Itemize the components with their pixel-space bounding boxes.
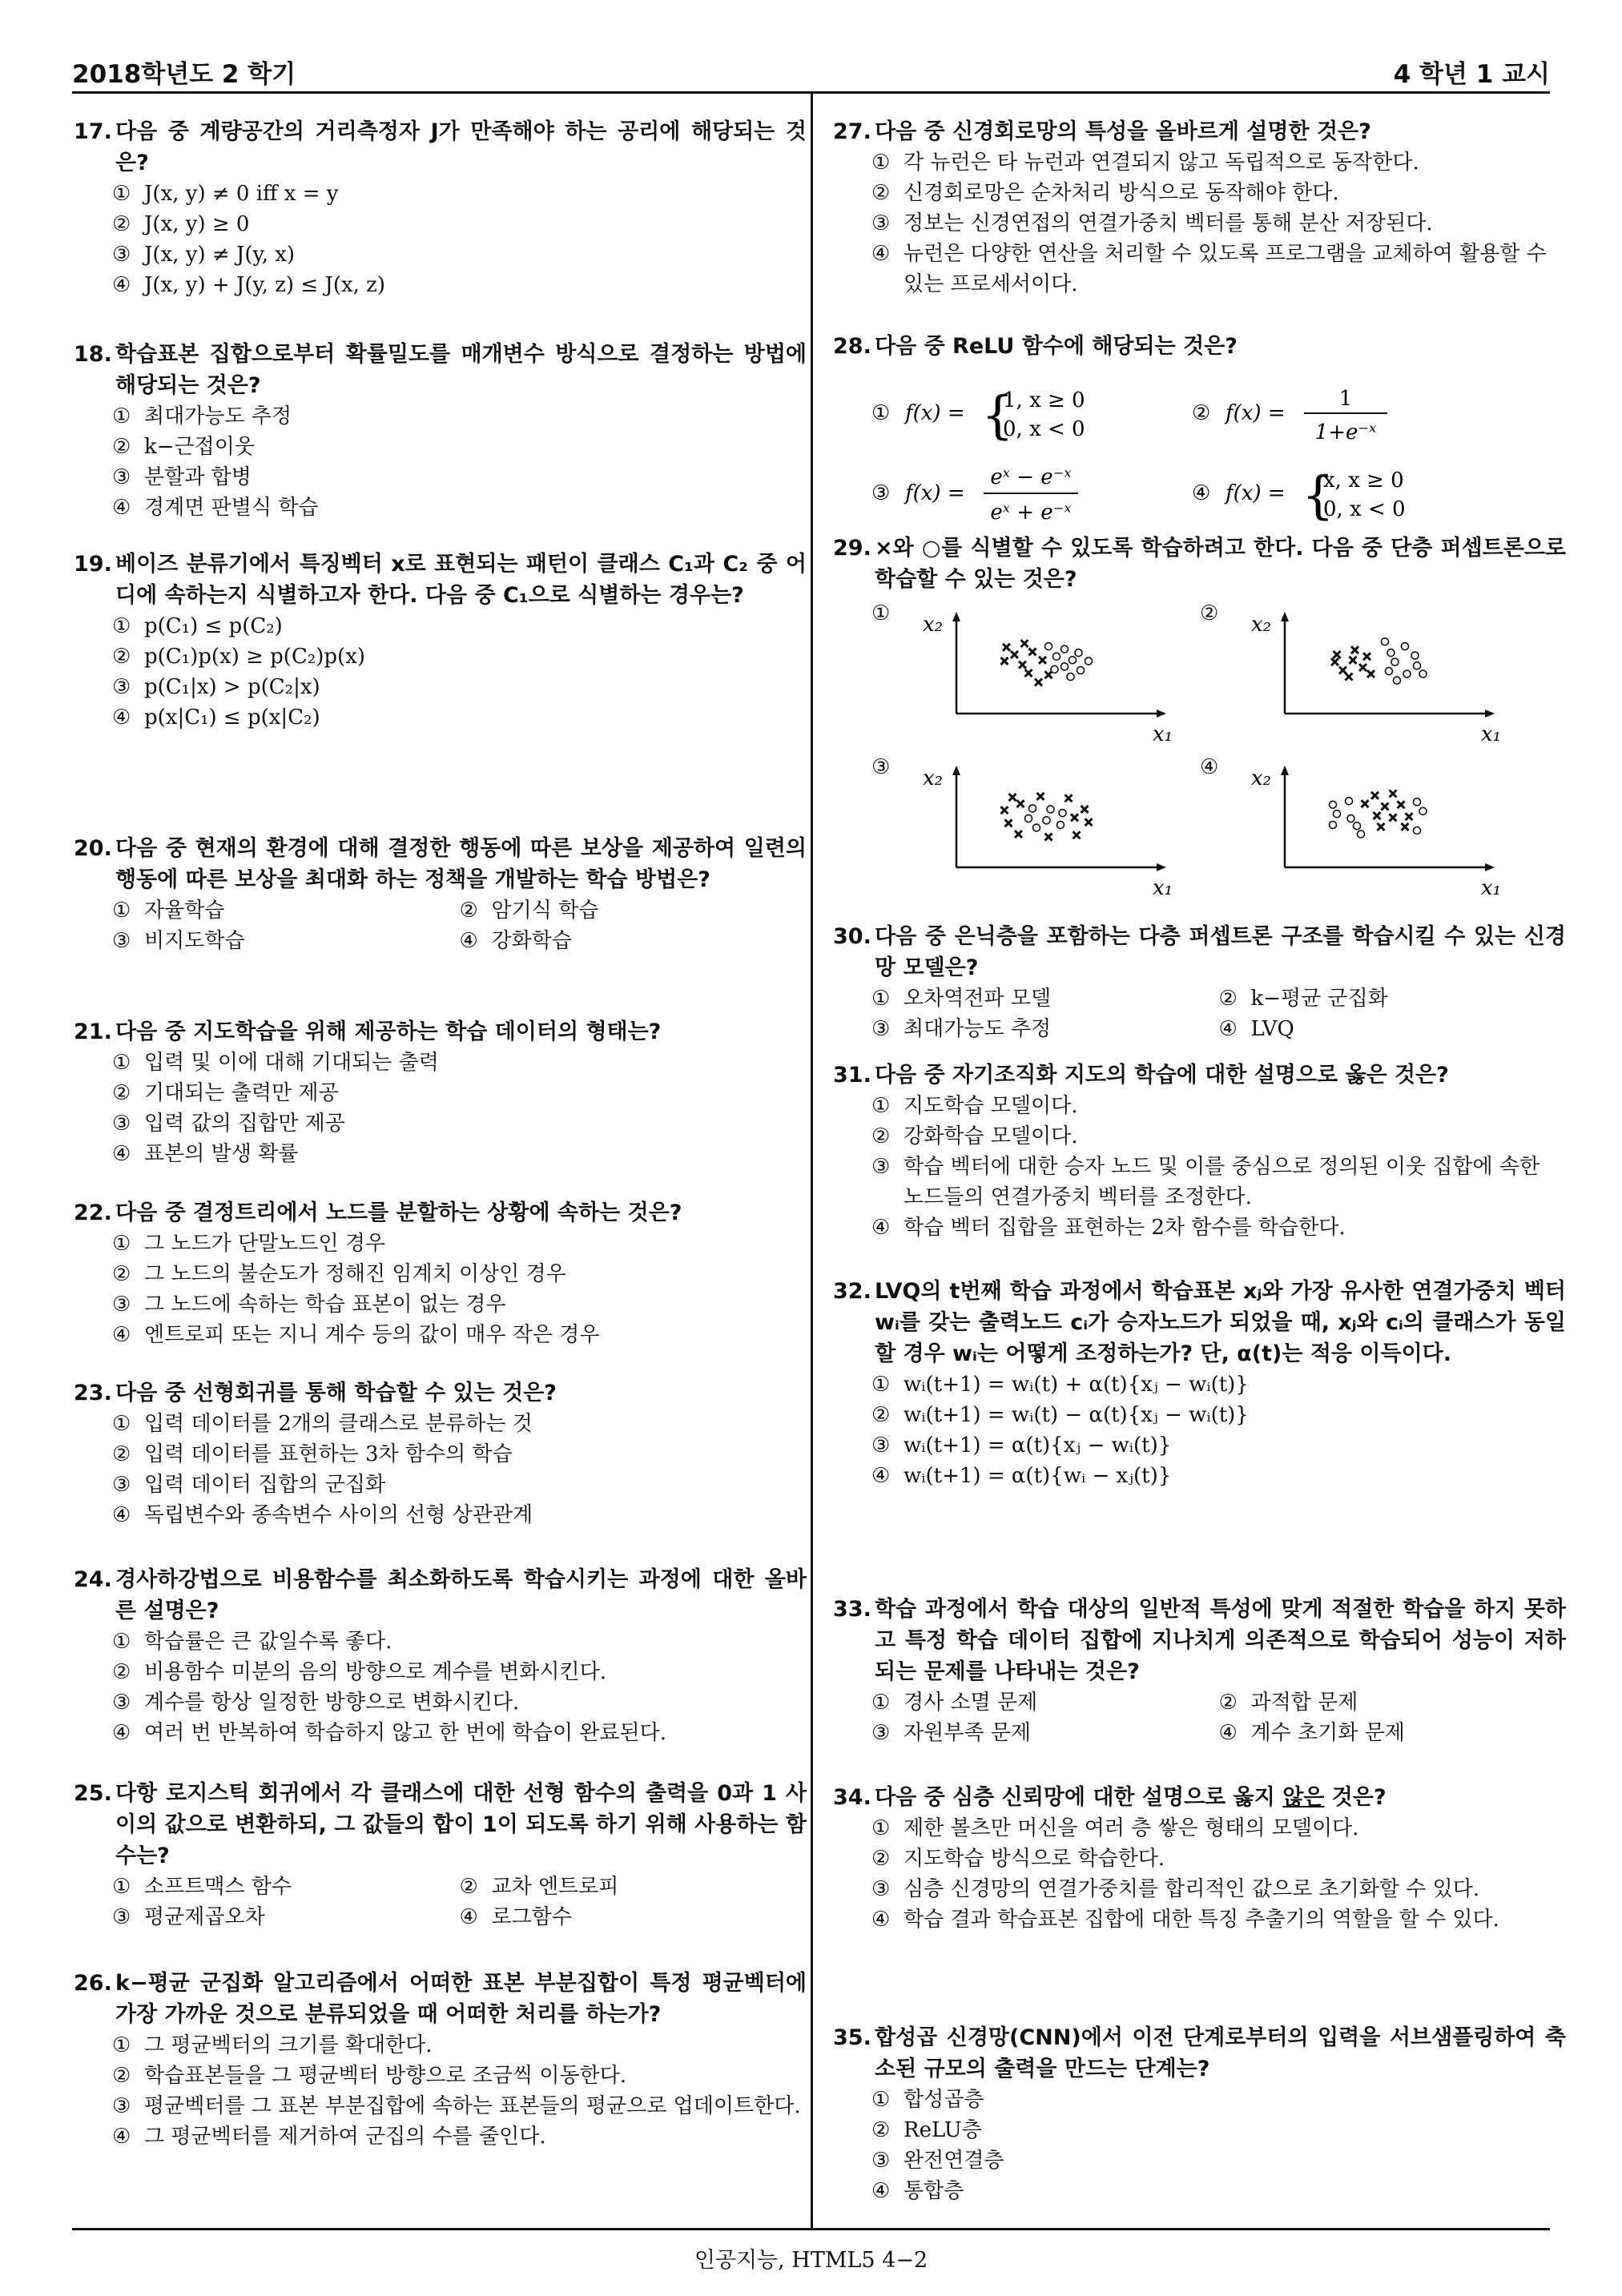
option-3[interactable]: ③ 학습 벡터에 대한 승자 노드 및 이를 중심으로 정의된 이웃 집합에 속한 노드들의 연결가중치 벡터를 조정한다. — [871, 1155, 1540, 1209]
circle-marker — [1419, 807, 1427, 814]
option-1[interactable]: ① x₂ x₁ — [871, 601, 1200, 746]
x-axis-label: x₁ — [1153, 876, 1173, 899]
option-4[interactable]: ④ 계수 초기화 문제 — [1218, 1721, 1405, 1745]
cross-marker — [1001, 806, 1008, 814]
question-number: 33. — [833, 1597, 871, 1622]
option-4[interactable]: ④ 경계면 판별식 학습 — [112, 496, 319, 520]
question-stem: 베이즈 분류기에서 특징벡터 x로 표현되는 패턴이 클래스 C₁과 C₂ 중 어디에 속하는지 식별하고자 한다. 다음 중 C₁으로 식별하는 경우는? — [115, 552, 807, 608]
option-3[interactable]: ③ 입력 값의 집합만 제공 — [112, 1112, 345, 1136]
option-1[interactable]: ① 최대가능도 추정 — [112, 404, 292, 428]
circle-marker — [1403, 670, 1411, 678]
question-27 — [833, 116, 1566, 300]
emphasis-not: 않은 — [1282, 1785, 1325, 1810]
option-2[interactable]: ② k−평균 군집화 — [1218, 987, 1388, 1011]
x-axis-arrow-icon — [1157, 710, 1166, 718]
option-3[interactable]: ③ x₂ x₁ — [871, 755, 1200, 899]
option-3[interactable]: ③ 최대가능도 추정 — [871, 1017, 1052, 1041]
option-4-case-a: x, x ≥ 0 — [1323, 468, 1404, 493]
question-30 — [833, 921, 1566, 1044]
question-stem: 다음 중 은닉층을 포함하는 다층 퍼셉트론 구조를 학습시킬 수 있는 신경망 모델은? — [875, 924, 1566, 980]
option-2[interactable]: ② 신경회로망은 순차처리 방식으로 동작해야 한다. — [871, 181, 1339, 205]
question-34 — [833, 1782, 1566, 1935]
cross-marker — [1081, 806, 1089, 813]
circle-marker — [1414, 662, 1421, 669]
y-axis-arrow-icon — [952, 766, 960, 775]
circle-marker — [1386, 668, 1393, 675]
circle-marker — [1057, 822, 1065, 829]
circle-marker — [1387, 649, 1395, 657]
option-4[interactable]: ④ 학습 벡터 집합을 표현하는 2차 함수를 학습한다. — [871, 1216, 1346, 1240]
question-number: 35. — [833, 2025, 871, 2050]
cross-marker — [1005, 819, 1012, 826]
circle-marker — [1033, 824, 1040, 831]
option-1[interactable]: ① 입력 데이터를 2개의 클래스로 분류하는 것 — [112, 1412, 533, 1436]
question-stem: LVQ의 t번째 학습 과정에서 학습표본 xⱼ와 가장 유사한 연결가중치 벡터 wᵢ를 갖는 출력노드 cᵢ가 승자노드가 되었을 때, xⱼ와 cᵢ의 클래스가 동일할 경우 wᵢ는 어떻게 조정하는가? 단, α(t)는 적응 이득이다. — [875, 1279, 1566, 1366]
circle-marker — [1059, 810, 1066, 817]
option-3-marker[interactable]: ③ — [871, 481, 891, 505]
option-4[interactable]: ④ 독립변수와 종속변수 사이의 선형 상관관계 — [112, 1503, 533, 1527]
circle-marker — [1085, 657, 1093, 665]
cross-marker — [1021, 640, 1028, 647]
question-stem: 다음 중 ReLU 함수에 해당되는 것은? — [875, 334, 1238, 359]
cross-marker — [1334, 651, 1341, 658]
circle-marker — [1391, 658, 1399, 665]
scatter-plot-1 — [918, 601, 1200, 746]
cross-marker — [1085, 818, 1093, 826]
question-32 — [833, 1276, 1566, 1491]
cross-marker — [1001, 657, 1008, 665]
option-4[interactable]: ④ 그 평균벡터를 제거하여 군집의 수를 줄인다. — [112, 2125, 546, 2149]
x-axis-arrow-icon — [1157, 863, 1166, 871]
y-axis-label: x₂ — [1251, 766, 1272, 790]
option-3[interactable]: ③ J(x, y) ≠ J(y, x) — [112, 243, 296, 267]
circle-marker — [1346, 798, 1353, 805]
option-1-marker[interactable]: ① — [871, 401, 891, 425]
scatter-plot-3 — [918, 755, 1200, 899]
y-axis-label: x₂ — [1251, 613, 1272, 637]
circle-marker — [1053, 653, 1061, 660]
option-4[interactable]: ④ p(x|C₁) ≤ p(x|C₂) — [112, 706, 320, 730]
question-22 — [74, 1197, 807, 1350]
question-19 — [74, 549, 807, 733]
question-stem: 다음 중 현재의 환경에 대해 결정한 행동에 따른 보상을 제공하여 일련의 행동에 따른 보상을 최대화 하는 정책을 개발하는 학습 방법은? — [115, 836, 807, 892]
y-axis-label: x₂ — [923, 613, 944, 637]
circle-marker — [1414, 798, 1421, 806]
circle-marker — [1077, 666, 1085, 674]
option-4[interactable]: ④ LVQ — [1218, 1017, 1294, 1041]
column-divider — [811, 94, 813, 2228]
question-number: 17. — [74, 119, 112, 144]
x-axis-label: x₁ — [1481, 876, 1502, 899]
option-3[interactable]: ③ 완전연결층 — [871, 2149, 1004, 2173]
option-3[interactable]: ③ 그 노드에 속하는 학습 표본이 없는 경우 — [112, 1293, 506, 1317]
cross-marker — [1065, 794, 1073, 802]
option-2[interactable]: ② wᵢ(t+1) = wᵢ(t) − α(t){xⱼ − wᵢ(t)} — [871, 1403, 1249, 1427]
circle-marker — [1047, 806, 1054, 813]
option-2[interactable]: ② 입력 데이터를 표현하는 3차 함수의 학습 — [112, 1442, 513, 1466]
scatter-plot-4 — [1246, 755, 1528, 899]
question-number: 34. — [833, 1785, 871, 1810]
option-2[interactable]: ② 교차 엔트로피 — [459, 1875, 619, 1899]
question-18 — [74, 339, 807, 523]
circle-marker — [1051, 665, 1058, 673]
question-23 — [74, 1377, 807, 1530]
cross-marker — [1071, 814, 1078, 821]
question-number: 27. — [833, 119, 871, 144]
option-3[interactable]: ③ 정보는 신경연접의 연결가중치 벡터를 통해 분산 저장된다. — [871, 211, 1433, 235]
option-3[interactable]: ③ 자원부족 문제 — [871, 1721, 1031, 1745]
question-stem: 다음 중 선형회귀를 통해 학습할 수 있는 것은? — [115, 1381, 557, 1405]
y-axis-arrow-icon — [1281, 612, 1289, 621]
circle-marker — [1075, 649, 1082, 657]
option-4-lhs: f(x) = — [1226, 481, 1286, 505]
option-2[interactable]: ② 지도학습 방식으로 학습한다. — [871, 1847, 1165, 1871]
option-3-numerator: eˣ − e⁻ˣ — [990, 465, 1072, 489]
cross-marker — [1339, 666, 1346, 674]
option-1[interactable]: ① 제한 볼츠만 머신을 여러 층 쌓은 형태의 모델이다. — [871, 1816, 1359, 1840]
option-1[interactable]: ① 그 평균벡터의 크기를 확대한다. — [112, 2033, 433, 2057]
cross-marker — [1367, 670, 1374, 678]
question-stem: 다음 중 자기조직화 지도의 학습에 대한 설명으로 옳은 것은? — [875, 1063, 1449, 1088]
option-2[interactable]: ② x₂ x₁ — [1200, 601, 1528, 746]
option-2[interactable]: ② ReLU층 — [871, 2118, 982, 2142]
cross-marker — [1017, 800, 1024, 807]
option-3[interactable]: ③ 심층 신경망의 연결가중치를 합리적인 값으로 초기화할 수 있다. — [871, 1877, 1480, 1901]
cross-marker — [1390, 814, 1397, 821]
option-4[interactable]: ④ wᵢ(t+1) = α(t){wᵢ − xⱼ(t)} — [871, 1464, 1172, 1488]
question-17 — [74, 116, 807, 300]
question-number: 20. — [74, 836, 112, 861]
option-1-brace: { — [981, 386, 1014, 445]
option-2-denominator: 1+e⁻ˣ — [1314, 420, 1377, 444]
cross-marker — [1398, 801, 1405, 808]
circle-marker — [1334, 810, 1341, 818]
option-2[interactable]: ② 그 노드의 불순도가 정해진 임계치 이상인 경우 — [112, 1262, 566, 1286]
question-31 — [833, 1060, 1566, 1243]
cross-marker — [1390, 790, 1397, 798]
question-number: 24. — [74, 1567, 112, 1592]
question-21 — [74, 1016, 807, 1169]
option-1[interactable]: ① 각 뉴런은 타 뉴런과 연결되지 않고 독립적으로 동작한다. — [871, 151, 1419, 175]
option-3-denominator: eˣ + e⁻ˣ — [990, 501, 1072, 525]
question-number: 23. — [74, 1381, 112, 1405]
option-4-case-b: 0, x < 0 — [1323, 497, 1406, 521]
question-24 — [74, 1564, 807, 1748]
option-1[interactable]: ① J(x, y) ≠ 0 iff x = y — [112, 182, 339, 206]
cross-marker — [1406, 813, 1413, 820]
cross-marker — [1015, 830, 1022, 838]
option-2-marker[interactable]: ② — [1192, 401, 1211, 425]
cross-marker — [1011, 651, 1018, 658]
x-axis-arrow-icon — [1485, 863, 1495, 871]
option-4-brace: { — [1302, 466, 1334, 525]
option-1[interactable]: ① 합성곱층 — [871, 2088, 984, 2112]
question-stem: 다항 로지스틱 회귀에서 각 클래스에 대한 선형 함수의 출력을 0과 1 사이의 값으로 변환하되, 그 값들의 합이 1이 되도록 하기 위해 사용하는 함수는? — [115, 1781, 807, 1868]
cross-marker — [1378, 823, 1385, 830]
footer-rule — [72, 2228, 1550, 2230]
option-3[interactable]: ③ 비지도학습 — [112, 929, 245, 953]
circle-marker — [1394, 677, 1401, 684]
cross-marker — [1037, 793, 1044, 800]
option-1[interactable]: ① p(C₁) ≤ p(C₂) — [112, 614, 283, 638]
option-3-lhs: f(x) = — [905, 481, 965, 505]
cross-marker — [1374, 812, 1381, 819]
question-number: 26. — [74, 1971, 112, 1996]
option-4[interactable]: ④ 강화학습 — [459, 929, 572, 953]
question-20 — [74, 833, 807, 956]
option-3[interactable]: ③ 평균제곱오차 — [112, 1905, 265, 1929]
cross-marker — [1363, 653, 1370, 660]
circle-marker — [1061, 663, 1069, 670]
cross-marker — [1362, 800, 1369, 807]
option-2[interactable]: ② 기대되는 출력만 제공 — [112, 1081, 339, 1105]
question-stem: 학습 과정에서 학습 대상의 일반적 특성에 맞게 적절한 학습을 하지 못하고 특정 학습 데이터 집합에 지나치게 의존적으로 학습되어 성능이 저하되는 문제를 나타내는 것은? — [875, 1597, 1566, 1684]
circle-marker — [1414, 827, 1421, 834]
cross-marker — [1019, 661, 1026, 669]
cross-marker — [1025, 669, 1032, 677]
option-1[interactable]: ① 그 노드가 단말노드인 경우 — [112, 1232, 386, 1256]
circle-marker — [1043, 817, 1050, 824]
cross-marker — [1073, 831, 1081, 838]
cross-marker — [1351, 646, 1358, 653]
option-2-lhs: f(x) = — [1226, 401, 1286, 425]
option-1[interactable]: ① 지도학습 모델이다. — [871, 1094, 1078, 1118]
circle-marker — [1069, 657, 1077, 664]
x-axis-label: x₁ — [1481, 722, 1502, 746]
option-4-marker[interactable]: ④ — [1192, 481, 1211, 505]
option-4[interactable]: ④ 학습 결과 학습표본 집합에 대한 특징 추출기의 역할을 할 수 있다. — [871, 1908, 1499, 1932]
y-axis-arrow-icon — [952, 612, 960, 621]
question-stem: 합성곱 신경망(CNN)에서 이전 단계로부터의 입력을 서브샘플링하여 축소된 규모의 출력을 만드는 단계는? — [875, 2025, 1566, 2081]
option-1[interactable]: ① 오차역전파 모델 — [871, 987, 1052, 1011]
question-26 — [74, 1968, 807, 2152]
grade-period-label: 4 학년 1 교시 — [1393, 60, 1550, 89]
question-stem: 다음 중 신경회로망의 특성을 올바르게 설명한 것은? — [875, 119, 1371, 144]
question-stem: 다음 중 결정트리에서 노드를 분할하는 상황에 속하는 것은? — [115, 1200, 682, 1225]
cross-marker — [1035, 678, 1042, 686]
x-axis-arrow-icon — [1485, 710, 1495, 718]
circle-marker — [1025, 815, 1032, 822]
option-4[interactable]: ④ 여러 번 반복하여 학습하지 않고 한 번에 학습이 완료된다. — [112, 1721, 667, 1745]
question-stem: 경사하강법으로 비용함수를 최소화하도록 학습시키는 과정에 대한 올바른 설명은? — [115, 1567, 807, 1623]
question-stem: 다음 중 지도학습을 위해 제공하는 학습 데이터의 형태는? — [115, 1019, 662, 1044]
circle-marker — [1411, 652, 1419, 659]
option-1-case-a: 1, x ≥ 0 — [1003, 388, 1085, 412]
circle-marker — [1330, 822, 1337, 829]
question-stem: 다음 중 계량공간의 거리측정자 J가 만족해야 하는 공리에 해당되는 것은? — [115, 119, 807, 175]
question-33 — [833, 1594, 1566, 1748]
circle-marker — [1061, 645, 1069, 653]
circle-marker — [1354, 822, 1361, 830]
question-number: 18. — [74, 342, 112, 367]
semester-label: 2018학년도 2 학기 — [72, 60, 296, 89]
circle-marker — [1358, 830, 1365, 838]
y-axis-arrow-icon — [1281, 766, 1289, 775]
option-1[interactable]: ① 학습률은 큰 값일수록 좋다. — [112, 1630, 392, 1654]
circle-marker — [1067, 674, 1074, 681]
question-stem: 다음 중 심층 신뢰망에 대한 설명으로 옳지 않은 것은? — [875, 1785, 1387, 1810]
cross-marker — [1350, 657, 1357, 664]
question-number: 21. — [74, 1019, 112, 1044]
cross-marker — [1346, 674, 1353, 681]
option-1-lhs: f(x) = — [905, 401, 965, 425]
option-2[interactable]: ② 암기식 학습 — [459, 899, 599, 923]
option-4[interactable]: ④ x₂ x₁ — [1200, 755, 1528, 899]
circle-marker — [1419, 670, 1427, 678]
question-number: 32. — [833, 1279, 871, 1304]
question-29 — [833, 533, 1566, 899]
circle-marker — [1029, 805, 1036, 812]
option-3[interactable]: ③ 계수를 항상 일정한 방향으로 변화시킨다. — [112, 1691, 520, 1715]
option-4[interactable]: ④ 엔트로피 또는 지니 계수 등의 값이 매우 작은 경우 — [112, 1323, 600, 1347]
question-number: 22. — [74, 1200, 112, 1225]
question-28 — [833, 331, 1566, 525]
question-35 — [833, 2022, 1566, 2206]
question-25 — [74, 1778, 807, 1932]
x-axis-label: x₁ — [1153, 722, 1173, 746]
question-stem: 학습표본 집합으로부터 확률밀도를 매개변수 방식으로 결정하는 방법에 해당되는 것은? — [115, 342, 807, 398]
page-header — [72, 42, 1550, 90]
option-3[interactable]: ③ 평균벡터를 그 표본 부분집합에 속하는 표본들의 평균으로 업데이트한다. — [112, 2094, 801, 2118]
option-4[interactable]: ④ 표본의 발생 확률 — [112, 1142, 299, 1166]
question-number: 25. — [74, 1781, 112, 1806]
option-1[interactable]: ① 경사 소멸 문제 — [871, 1691, 1038, 1715]
option-4[interactable]: ④ 통합층 — [871, 2179, 964, 2203]
option-2-numerator: 1 — [1338, 387, 1353, 411]
cross-marker — [1029, 648, 1036, 655]
y-axis-label: x₂ — [923, 766, 944, 790]
option-3[interactable]: ③ wᵢ(t+1) = α(t){xⱼ − wᵢ(t)} — [871, 1433, 1172, 1458]
cross-marker — [1371, 792, 1378, 799]
question-stem: ×와 ○를 식별할 수 있도록 학습하려고 한다. 다음 중 단층 퍼셉트론으로 학습할 수 있는 것은? — [875, 536, 1566, 592]
option-4[interactable]: ④ J(x, y) + J(y, z) ≤ J(x, z) — [112, 273, 385, 297]
cross-marker — [1359, 664, 1366, 671]
option-2[interactable]: ② 과적합 문제 — [1218, 1691, 1358, 1715]
cross-marker — [1331, 658, 1338, 665]
cross-marker — [1045, 834, 1052, 841]
option-2[interactable]: ② 학습표본들을 그 평균벡터 방향으로 조금씩 이동한다. — [112, 2064, 627, 2088]
option-1[interactable]: ① 입력 및 이에 대해 기대되는 출력 — [112, 1051, 439, 1075]
circle-marker — [1330, 801, 1337, 808]
option-4[interactable]: ④ 뉴런은 다양한 연산을 처리할 수 있도록 프로그램을 교체하여 활용할 수 있는 프로세서이다. — [871, 242, 1547, 296]
circle-marker — [1045, 643, 1052, 650]
question-stem: k−평균 군집화 알고리즘에서 어떠한 표본 부분집합이 특정 평균벡터에 가장 가까운 것으로 분류되었을 때 어떠한 처리를 하는가? — [115, 1971, 807, 2027]
option-2[interactable]: ② 비용함수 미분의 음의 방향으로 계수를 변화시킨다. — [112, 1660, 607, 1684]
scatter-plot-2 — [1246, 601, 1528, 746]
question-number: 30. — [833, 924, 871, 949]
question-number: 28. — [833, 334, 871, 359]
question-number: 19. — [74, 552, 112, 577]
circle-marker — [1382, 638, 1389, 645]
option-3[interactable]: ③ p(C₁|x) > p(C₂|x) — [112, 675, 320, 699]
question-number: 31. — [833, 1063, 871, 1088]
cross-marker — [1382, 803, 1389, 810]
question-number: 29. — [833, 536, 871, 561]
option-2[interactable]: ② 강화학습 모델이다. — [871, 1124, 1078, 1148]
option-3[interactable]: ③ 분할과 합병 — [112, 465, 252, 489]
option-1[interactable]: ① wᵢ(t+1) = wᵢ(t) + α(t){xⱼ − wᵢ(t)} — [871, 1373, 1249, 1397]
option-1[interactable]: ① 자율학습 — [112, 899, 225, 923]
cross-marker — [1045, 671, 1052, 678]
cross-marker — [1402, 823, 1409, 830]
option-4[interactable]: ④ 로그함수 — [459, 1905, 572, 1929]
option-2[interactable]: ② k−근접이웃 — [112, 435, 256, 459]
page-footer: 인공지능, HTML5 4−2 — [694, 2248, 928, 2273]
option-3[interactable]: ③ 입력 데이터 집합의 군집화 — [112, 1473, 386, 1497]
relu-options-formulas — [833, 365, 1566, 525]
option-2[interactable]: ② J(x, y) ≥ 0 — [112, 212, 250, 236]
option-1-case-b: 0, x < 0 — [1003, 417, 1085, 441]
option-2[interactable]: ② p(C₁)p(x) ≥ p(C₂)p(x) — [112, 645, 365, 669]
cross-marker — [1009, 794, 1016, 801]
cross-marker — [1003, 644, 1010, 651]
circle-marker — [1402, 643, 1409, 650]
circle-marker — [1347, 815, 1354, 822]
cross-marker — [1039, 657, 1046, 664]
option-1[interactable]: ① 소프트맥스 함수 — [112, 1875, 292, 1899]
